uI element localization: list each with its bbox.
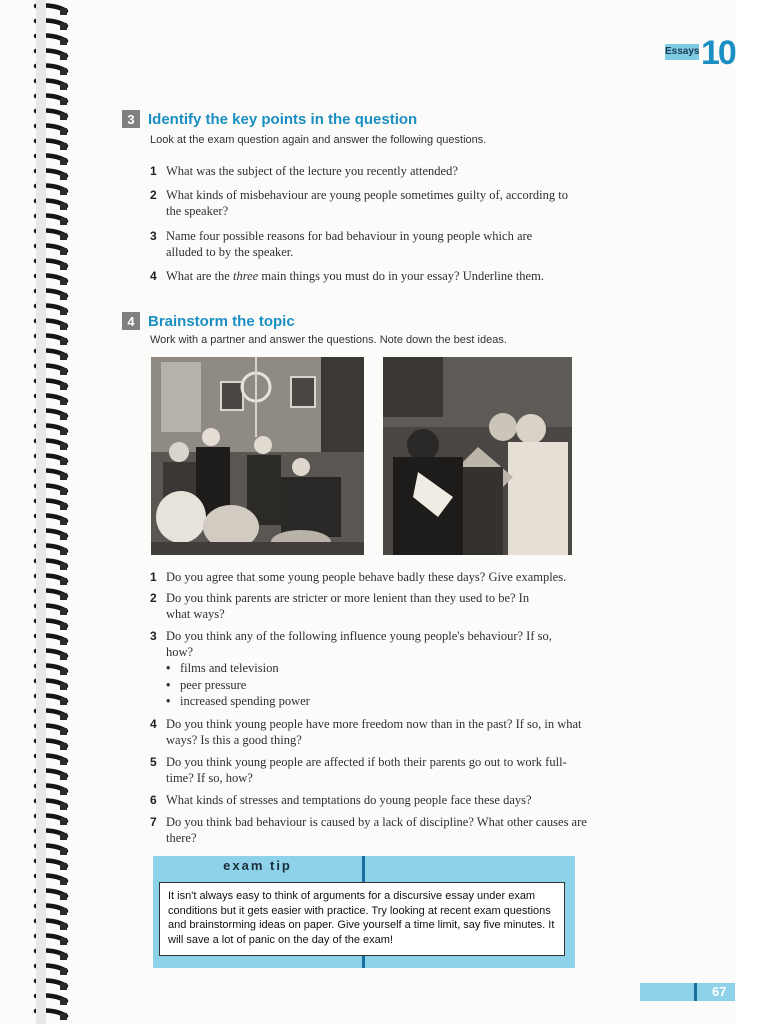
binding-hole [60,863,67,870]
question-text [150,268,590,284]
s3-question-3 [150,228,565,260]
binding-hole [60,308,67,315]
binding-hole [60,953,67,960]
bullet-item: • films and television [166,660,310,677]
binding-hole [60,998,67,1005]
binding-hole [60,353,67,360]
binding-hole [60,548,67,555]
unit-label: Essays [665,44,699,60]
question-number: 3 [150,629,157,643]
binding-hole [60,893,67,900]
binding-hole [60,203,67,210]
binding-hole [60,398,67,405]
binding-hole [60,488,67,495]
binding-hole [60,263,67,270]
binding-hole [60,143,67,150]
binding-strip [36,0,46,1024]
question-text: What kinds of stresses and temptations do young people face these days? [166,793,532,807]
binding-hole [60,83,67,90]
s3-question-1 [150,163,590,179]
binding-hole [60,233,67,240]
section-3-heading [122,110,417,128]
spiral-binding [0,0,80,1024]
binding-hole [60,578,67,585]
binding-hole [60,608,67,615]
binding-hole [60,698,67,705]
exam-tip-label: exam tip [223,858,292,873]
binding-hole [60,1013,67,1020]
influence-bullet-list [166,660,310,710]
section-4-instruction: Work with a partner and answer the questions. Note down the best ideas. [150,334,507,346]
binding-hole [60,788,67,795]
binding-hole [60,278,67,285]
binding-hole [60,128,67,135]
question-text-part: main things you must do in your essay? Underline them. [258,269,544,283]
question-text: What was the subject of the lecture you recently attended? [166,164,458,178]
binding-hole [60,983,67,990]
page-number: 67 [712,984,727,999]
binding-hole [60,248,67,255]
s4-question-6 [150,792,590,808]
section-number: 3 [122,110,140,128]
binding-hole [60,503,67,510]
s4-question-1 [150,569,590,585]
question-number: 2 [150,188,157,202]
binding-hole [60,818,67,825]
binding-hole [60,713,67,720]
question-number: 1 [150,570,157,584]
question-number: 4 [150,269,157,283]
exam-tip-text: It isn't always easy to think of arguments for a discursive essay under exam conditions but it gets easier with practice. Try looking at recent exam questions and brainstorming ideas on paper. Give yourself a time limit, say five minutes. It will save a lot of panic on the day of the exam! [159,882,565,956]
binding-hole [60,758,67,765]
binding-hole [60,593,67,600]
question-text: Do you think young people are affected if both their parents go out to work full-time? If so, how? [166,755,567,785]
binding-hole [60,773,67,780]
s3-question-2 [150,187,580,219]
binding-hole [60,293,67,300]
young-people-photo [383,357,572,555]
binding-hole [60,53,67,60]
binding-hole [60,323,67,330]
section-title: Brainstorm the topic [148,312,295,330]
binding-hole [60,728,67,735]
binding-hole [60,743,67,750]
binding-hole [60,173,67,180]
binding-hole [60,113,67,120]
binding-hole [60,458,67,465]
question-number: 6 [150,793,157,807]
binding-hole [60,428,67,435]
binding-hole [60,968,67,975]
question-number: 3 [150,229,157,243]
question-number: 2 [150,591,157,605]
binding-hole [60,908,67,915]
section-3-instruction: Look at the exam question again and answer the following questions. [150,134,487,146]
section-title: Identify the key points in the question [148,110,418,128]
footer-divider [694,983,697,1001]
question-text: Name four possible reasons for bad behaviour in young people which are alluded to by the speaker. [166,229,533,259]
question-number: 5 [150,755,157,769]
question-number: 7 [150,815,157,829]
question-text: What kinds of misbehaviour are young people sometimes guilty of, according to the speaker? [166,188,568,218]
question-text: Do you agree that some young people behave badly these days? Give examples. [166,570,567,584]
binding-hole [60,533,67,540]
binding-hole [60,638,67,645]
question-number: 4 [150,717,157,731]
question-text: Do you think young people have more freedom now than in the past? If so, in what ways? Is this a good thing? [166,717,582,747]
s4-question-5 [150,754,575,786]
binding-hole [60,878,67,885]
question-text: Do you think bad behaviour is caused by a lack of discipline? What other causes are there? [166,815,587,845]
binding-hole [60,68,67,75]
binding-hole [60,338,67,345]
binding-hole [60,188,67,195]
bullet-item: • peer pressure [166,677,310,694]
s4-question-3 [150,628,580,660]
binding-hole [60,98,67,105]
binding-hole [60,23,67,30]
victorian-family-photo [151,357,364,555]
binding-hole [60,518,67,525]
s4-question-2 [150,590,545,622]
s4-question-7 [150,814,590,846]
binding-hole [60,923,67,930]
binding-hole [60,383,67,390]
unit-number: 10 [701,34,735,72]
question-text-part: What are the [166,269,233,283]
question-text: Do you think parents are stricter or more lenient than they used to be? In what ways? [166,591,530,621]
binding-hole [60,38,67,45]
question-number: 1 [150,164,157,178]
bullet-item: • increased spending power [166,693,310,710]
binding-hole [60,683,67,690]
binding-hole [60,833,67,840]
binding-hole [60,938,67,945]
unit-header-tab [665,34,735,72]
s4-question-4 [150,716,585,748]
binding-hole [60,8,67,15]
question-text-emphasis: three [232,269,259,283]
binding-hole [60,158,67,165]
binding-hole [60,218,67,225]
binding-hole [60,443,67,450]
binding-hole [60,563,67,570]
binding-hole [60,623,67,630]
page-edge [735,0,768,1024]
section-number: 4 [122,312,140,330]
binding-hole [60,803,67,810]
binding-hole [60,668,67,675]
binding-hole [60,413,67,420]
section-4-heading [122,312,295,330]
binding-hole [60,653,67,660]
s3-question-4 [150,268,590,284]
question-text: Do you think any of the following influence young people's behaviour? If so, how? [166,629,552,659]
binding-hole [60,848,67,855]
binding-hole [60,368,67,375]
binding-hole [60,473,67,480]
